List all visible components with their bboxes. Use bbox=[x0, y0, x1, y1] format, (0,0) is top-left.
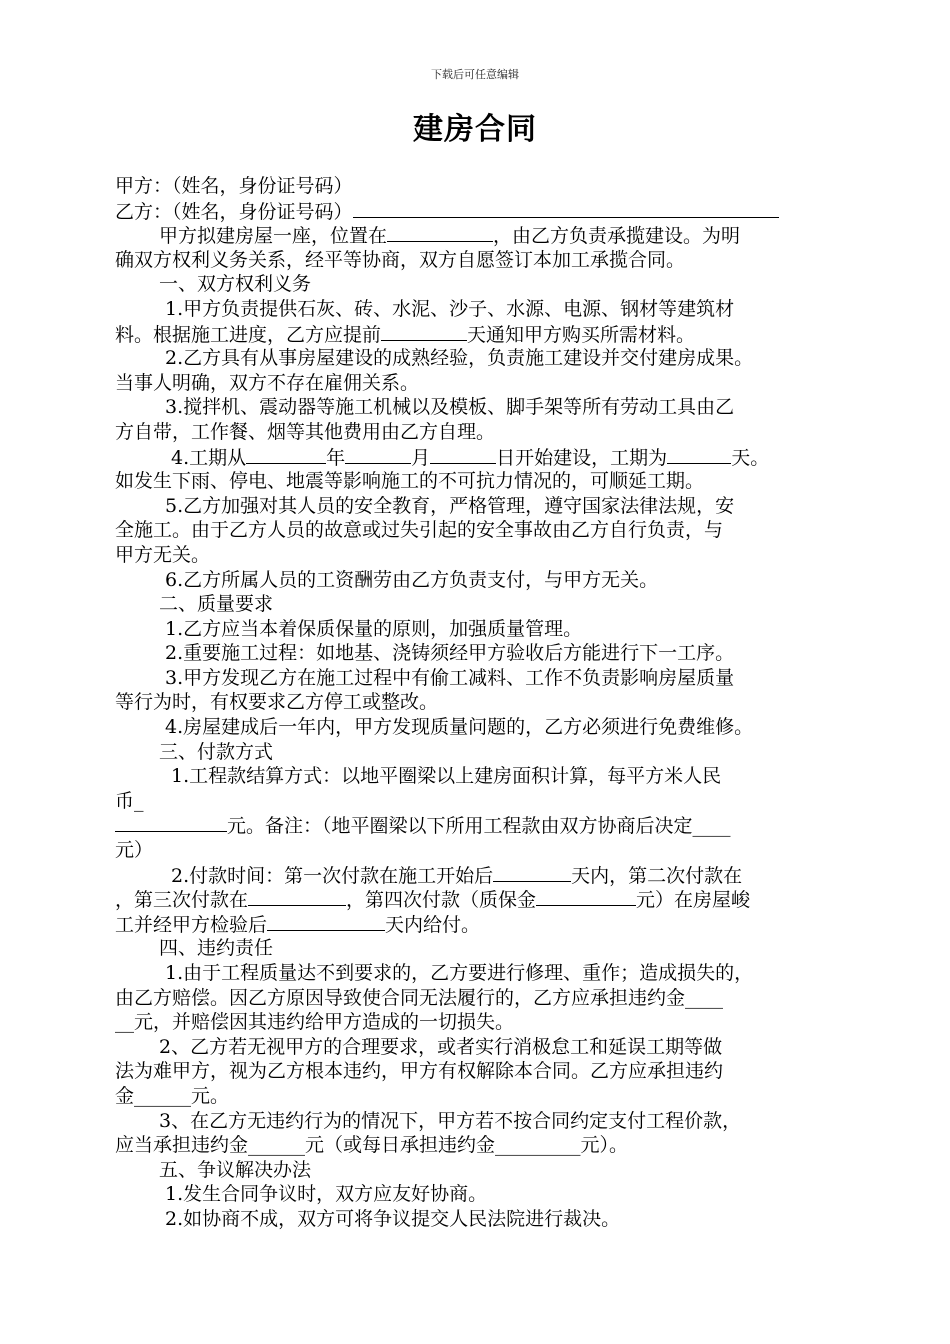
text-line bbox=[115, 395, 855, 420]
text-segment: 二、质量要求 bbox=[159, 593, 274, 616]
blank-field bbox=[267, 912, 385, 931]
text-segment: 2.重要施工过程：如地基、浇铸须经甲方验收后方能进行下一工序。 bbox=[165, 642, 735, 665]
text-segment: 2、乙方若无视甲方的合理要求，或者实行消极怠工和延误工期等做 bbox=[159, 1035, 723, 1058]
text-segment: 当事人明确，双方不存在雇佣关系。 bbox=[115, 371, 420, 394]
text-segment: ，由乙方负责承揽建设。为明 bbox=[493, 225, 741, 248]
blank-field bbox=[246, 445, 326, 464]
text-line bbox=[115, 1010, 855, 1035]
text-segment: __元，并赔偿因其违约给甲方造成的一切损失。 bbox=[115, 1011, 515, 1034]
blank-field bbox=[381, 322, 467, 341]
text-segment: 2.乙方具有从事房屋建设的成熟经验，负责施工建设并交付建房成果。 bbox=[165, 347, 754, 370]
text-segment: 月 bbox=[411, 446, 431, 469]
text-segment: 金______元。 bbox=[115, 1084, 230, 1107]
text-segment: 1.由于工程质量达不到要求的，乙方要进行修理、重作；造成损失的， bbox=[165, 962, 754, 984]
text-line bbox=[115, 518, 855, 543]
blank-field bbox=[353, 199, 779, 218]
text-segment: 4.工期从 bbox=[171, 446, 247, 469]
text-line bbox=[115, 1084, 855, 1109]
text-line bbox=[115, 912, 855, 937]
text-segment: 5.乙方加强对其人员的安全教育，严格管理，遵守国家法律法规，安 bbox=[165, 494, 735, 517]
blank-field bbox=[387, 223, 493, 242]
text-line bbox=[115, 715, 855, 740]
text-line bbox=[115, 199, 855, 224]
text-segment: 三、付款方式 bbox=[159, 740, 274, 763]
text-segment: 四、违约责任 bbox=[159, 937, 274, 960]
text-segment: 元） bbox=[115, 839, 154, 862]
text-segment: 等行为时，有权要求乙方停工或整改。 bbox=[115, 691, 439, 714]
text-line bbox=[115, 936, 855, 961]
text-line bbox=[115, 223, 855, 248]
text-segment: 应当承担违约金______元（或每日承担违约金_________元）。 bbox=[115, 1134, 629, 1157]
text-segment: 3.甲方发现乙方在施工过程中有偷工减料、工作不负责影响房屋质量 bbox=[165, 666, 735, 689]
text-line bbox=[115, 371, 855, 396]
text-segment: 天内给付。 bbox=[385, 913, 481, 936]
text-line bbox=[115, 764, 855, 789]
text-segment: 法为难甲方，视为乙方根本违约，甲方有权解除本合同。乙方应承担违约 bbox=[115, 1060, 724, 1083]
text-line bbox=[115, 863, 855, 888]
blank-field bbox=[430, 445, 496, 464]
text-line bbox=[115, 592, 855, 617]
text-line bbox=[115, 346, 855, 371]
text-line bbox=[115, 961, 855, 986]
text-line bbox=[115, 838, 855, 863]
text-segment: 1.甲方负责提供石灰、砖、水泥、沙子、水源、电源、钢材等建筑材 bbox=[165, 297, 735, 320]
text-line bbox=[115, 641, 855, 666]
text-line bbox=[115, 174, 855, 199]
blank-field bbox=[345, 445, 411, 464]
text-line bbox=[115, 420, 855, 445]
text-segment: 2.付款时间：第一次付款在施工开始后 bbox=[171, 864, 494, 887]
text-line bbox=[115, 494, 855, 519]
document-title: 建房合同 bbox=[413, 112, 537, 147]
blank-field bbox=[248, 887, 346, 906]
text-line bbox=[115, 445, 855, 470]
text-line bbox=[115, 986, 855, 1011]
header-note: 下载后可任意编辑 bbox=[431, 68, 519, 81]
text-line bbox=[115, 813, 855, 838]
text-segment: 天。 bbox=[731, 446, 770, 469]
text-line bbox=[115, 322, 855, 347]
text-segment: 1.乙方应当本着保质保量的原则，加强质量管理。 bbox=[165, 617, 583, 640]
text-line bbox=[115, 272, 855, 297]
text-line bbox=[115, 1035, 855, 1060]
text-segment: 五、争议解决办法 bbox=[159, 1158, 312, 1181]
text-segment: 确双方权利义务关系，经平等协商，双方自愿签订本加工承揽合同。 bbox=[115, 248, 686, 271]
text-line bbox=[115, 1207, 855, 1232]
blank-field bbox=[493, 863, 571, 882]
text-line bbox=[115, 1133, 855, 1158]
text-line bbox=[115, 1158, 855, 1183]
text-segment: 3、在乙方无违约行为的情况下，甲方若不按合同约定支付工程价款， bbox=[159, 1109, 742, 1132]
text-segment: ，第三次付款在 bbox=[115, 889, 249, 912]
text-line bbox=[115, 1059, 855, 1084]
text-segment: 甲方无关。 bbox=[115, 543, 211, 566]
text-segment: 1.工程款结算方式：以地平圈梁以上建房面积计算，每平方米人民 bbox=[171, 765, 722, 788]
text-segment: 如发生下雨、停电、地震等影响施工的不可抗力情况的，可顺延工期。 bbox=[115, 470, 705, 493]
text-segment: 天内，第二次付款在 bbox=[571, 864, 743, 887]
text-segment: 元。备注：（地平圈梁以下所用工程款由双方协商后决定____ bbox=[227, 815, 731, 838]
text-segment: 全施工。由于乙方人员的故意或过失引起的安全事故由乙方自行负责，与 bbox=[115, 519, 724, 542]
text-segment: 一、双方权利义务 bbox=[159, 273, 312, 296]
text-line bbox=[115, 789, 855, 814]
blank-field bbox=[536, 887, 636, 906]
text-line bbox=[115, 568, 855, 593]
contract-body bbox=[115, 174, 855, 1232]
text-segment: 年 bbox=[326, 446, 346, 469]
text-segment: 乙方：（姓名，身份证号码） bbox=[115, 200, 353, 223]
text-line bbox=[115, 617, 855, 642]
text-segment: 料。根据施工进度，乙方应提前 bbox=[115, 323, 382, 346]
text-segment: 由乙方赔偿。因乙方原因导致使合同无法履行的，乙方应承担违约金____ bbox=[115, 986, 724, 1009]
text-segment: 1.发生合同争议时，双方应友好协商。 bbox=[165, 1183, 488, 1206]
text-segment: 币_ bbox=[115, 789, 144, 812]
text-line bbox=[115, 666, 855, 691]
blank-field bbox=[667, 445, 731, 464]
text-segment: 方自带，工作餐、烟等其他费用由乙方自理。 bbox=[115, 420, 496, 443]
text-segment: 2.如协商不成，双方可将争议提交人民法院进行裁决。 bbox=[165, 1207, 621, 1230]
text-segment: ，第四次付款（质保金 bbox=[346, 889, 537, 912]
text-line bbox=[115, 690, 855, 715]
text-line bbox=[115, 740, 855, 765]
text-segment: 4.房屋建成后一年内，甲方发现质量问题的，乙方必须进行免费维修。 bbox=[165, 716, 754, 739]
text-line bbox=[115, 543, 855, 568]
text-segment: 日开始建设，工期为 bbox=[496, 446, 668, 469]
text-segment: 甲方：（姓名，身份证号码） bbox=[115, 175, 353, 197]
text-line bbox=[115, 1109, 855, 1134]
text-segment: 元）在房屋峻 bbox=[636, 889, 751, 912]
text-line bbox=[115, 248, 855, 273]
text-line bbox=[115, 1182, 855, 1207]
text-segment: 工并经甲方检验后 bbox=[115, 913, 268, 936]
text-segment: 3.搅拌机、震动器等施工机械以及模板、脚手架等所有劳动工具由乙 bbox=[165, 396, 735, 419]
text-segment: 6.乙方所属人员的工资酬劳由乙方负责支付，与甲方无关。 bbox=[165, 568, 659, 591]
blank-field bbox=[115, 813, 227, 832]
text-line bbox=[115, 297, 855, 322]
text-segment: 天通知甲方购买所需材料。 bbox=[467, 323, 696, 346]
text-line bbox=[115, 887, 855, 912]
text-segment: 甲方拟建房屋一座，位置在 bbox=[159, 225, 388, 248]
text-line bbox=[115, 469, 855, 494]
